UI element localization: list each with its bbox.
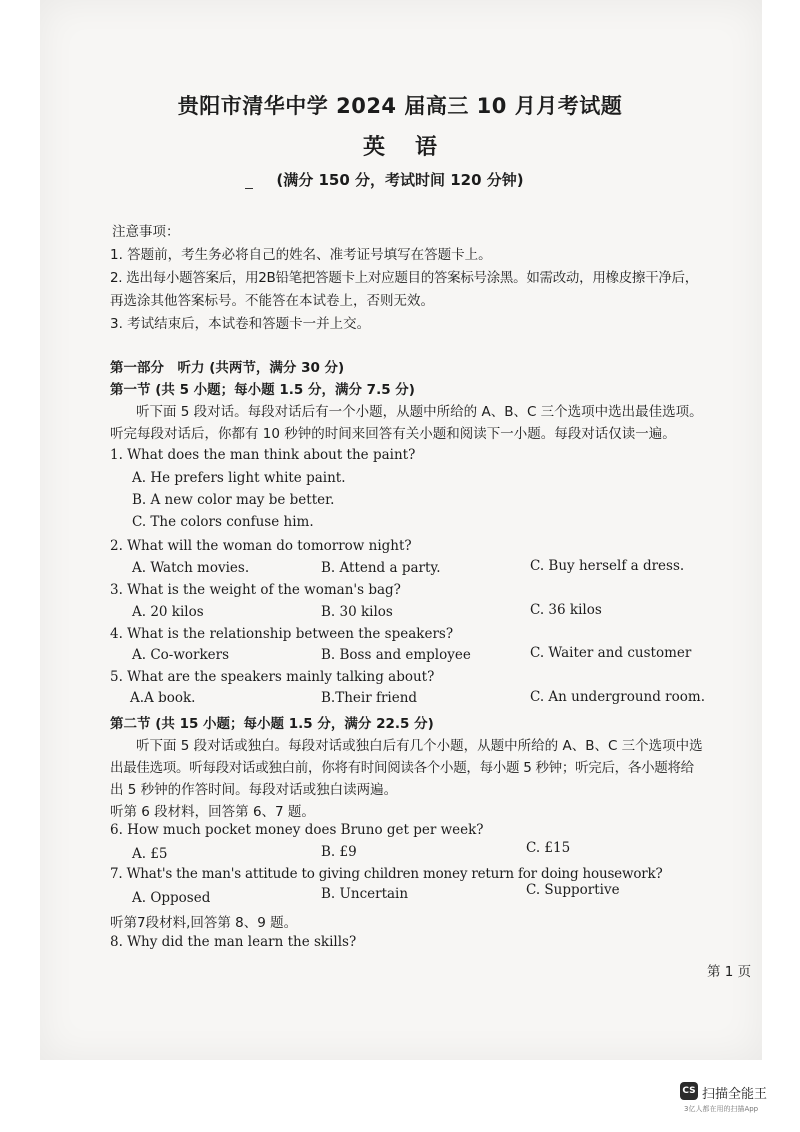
section-heading: 第二节 (共 15 小题；每小题 1.5 分，满分 22.5 分)	[110, 716, 434, 732]
option: A. Watch movies.	[132, 560, 250, 576]
section-instructions: 听下面 5 段对话或独白。每段对话或独白后有几个小题，从题中所给的 A、B、C 三个选项中选	[136, 738, 703, 754]
exam-subject: 英语	[362, 135, 467, 160]
section-instructions: 听完每段对话后，你都有 10 秒钟的时间来回答有关小题和阅读下一小题。每段对话仅读一遍。	[110, 426, 676, 442]
note-item: 3. 考试结束后，本试卷和答题卡一并上交。	[110, 316, 371, 332]
option: A. £5	[132, 846, 168, 862]
section-instructions: 听下面 5 段对话。每段对话后有一个小题，从题中所给的 A、B、C 三个选项中选出最佳选项。	[136, 404, 703, 420]
option: A. 20 kilos	[132, 604, 204, 620]
option: C. Waiter and customer	[530, 645, 692, 661]
exam-title: 贵阳市清华中学 2024 届高三 10 月月考试题	[177, 94, 623, 118]
option: B. Uncertain	[321, 886, 409, 902]
section-heading: 第一节 (共 5 小题；每小题 1.5 分，满分 7.5 分)	[110, 382, 415, 398]
question-text: 2. What will the woman do tomorrow night?	[110, 538, 412, 554]
option: C. 36 kilos	[530, 602, 602, 618]
question-text: 5. What are the speakers mainly talking about?	[110, 669, 435, 685]
question-text: 8. Why did the man learn the skills?	[110, 934, 357, 950]
part-heading: 第一部分 听力 (共两节，满分 30 分)	[110, 360, 345, 376]
option: A.A book.	[130, 690, 196, 706]
notes-heading: 注意事项：	[112, 224, 180, 240]
question-text: 6. How much pocket money does Bruno get per week?	[110, 822, 484, 838]
note-item: 2. 选出每小题答案后，用2B铅笔把答题卡上对应题目的答案标号涂黑。如需改动，用橡皮擦干净后，	[110, 270, 698, 286]
section-instructions: 出最佳选项。听每段对话或独白前，你将有时间阅读各个小题，每小题 5 秒钟；听完后，各小题将给	[110, 760, 694, 776]
section-instructions: 出 5 秒钟的作答时间。每段对话或独白读两遍。	[110, 782, 398, 798]
note-item: 再选涂其他答案标号。不能答在本试卷上，否则无效。	[110, 293, 434, 309]
exam-meta: (满分 150 分，考试时间 120 分钟)	[276, 171, 524, 189]
option: A. He prefers light white paint.	[132, 470, 346, 486]
material-label: 听第 6 段材料，回答第 6、7 题。	[110, 804, 315, 820]
option: A. Opposed	[132, 890, 211, 906]
app-tagline: 3亿人都在用的扫描App	[684, 1105, 759, 1113]
option: B. A new color may be better.	[132, 492, 335, 508]
question-text: 3. What is the weight of the woman's bag?	[110, 582, 401, 598]
option: C. An underground room.	[530, 689, 705, 705]
camscanner-logo-icon: CS	[680, 1082, 698, 1100]
app-name: 扫描全能王	[702, 1087, 768, 1102]
option: B.Their friend	[321, 690, 418, 706]
question-text: 7. What's the man's attitude to giving children money return for doing housework?	[110, 866, 663, 882]
question-text: 4. What is the relationship between the speakers?	[110, 626, 454, 642]
option: C. Buy herself a dress.	[530, 558, 685, 574]
option: C. £15	[526, 840, 571, 856]
note-item: 1. 答题前，考生务必将自己的姓名、准考证号填写在答题卡上。	[110, 247, 492, 263]
option: B. £9	[321, 844, 357, 860]
option: A. Co-workers	[132, 647, 230, 663]
option: C. The colors confuse him.	[132, 514, 314, 530]
material-label: 听第7段材料,回答第 8、9 题。	[110, 915, 298, 931]
option: B. Boss and employee	[321, 647, 471, 663]
page-number: 第 1 页	[707, 964, 752, 980]
option: B. Attend a party.	[321, 560, 441, 576]
option: B. 30 kilos	[321, 604, 393, 620]
option: C. Supportive	[526, 882, 620, 898]
question-text: 1. What does the man think about the paint?	[110, 447, 416, 463]
